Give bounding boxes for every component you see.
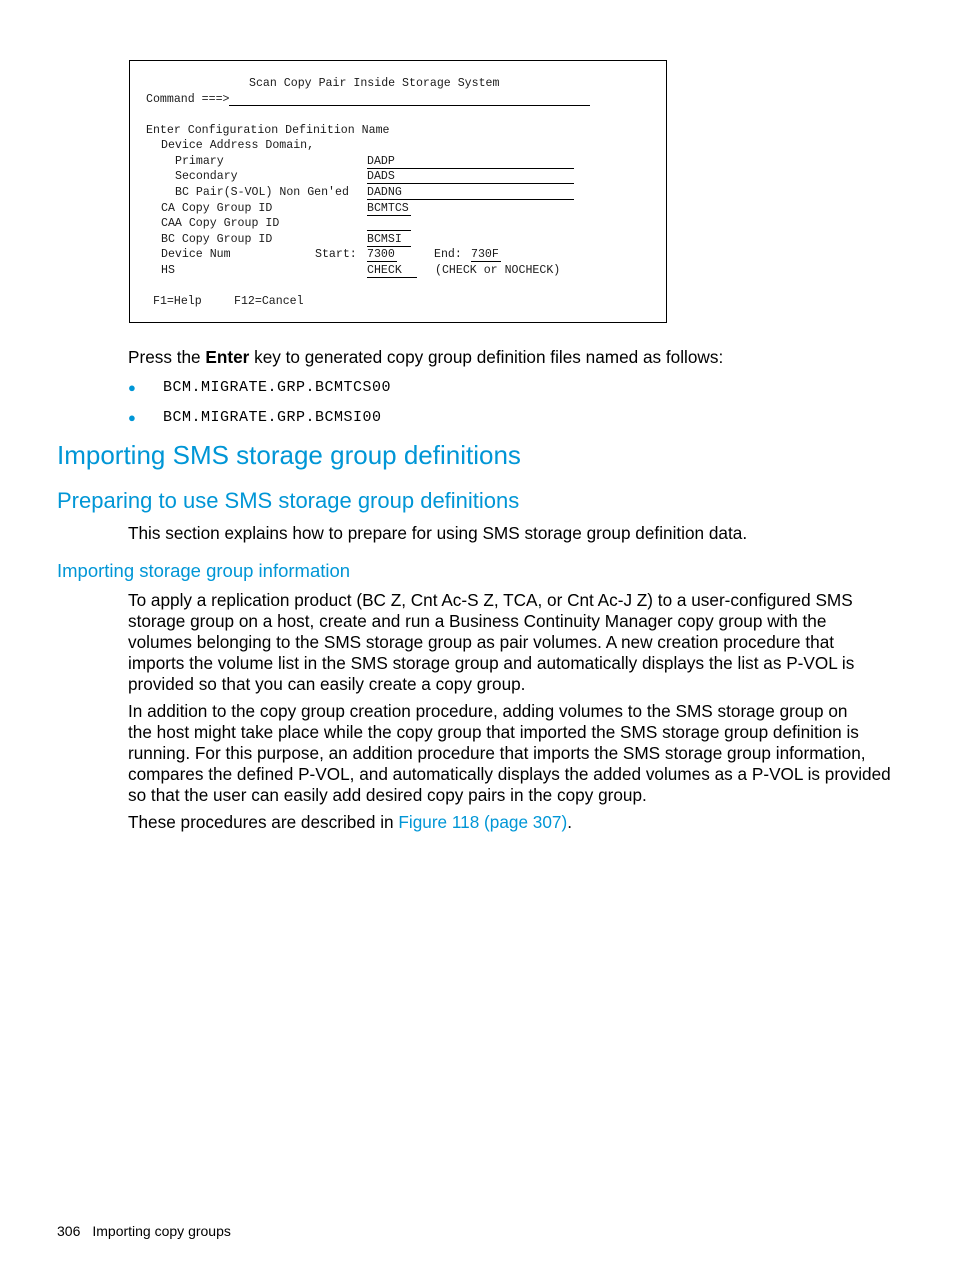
subsection-heading: Preparing to use SMS storage group definitions (57, 488, 520, 513)
section-heading: Importing SMS storage group definitions (57, 440, 521, 470)
ca-group-label: CA Copy Group ID (161, 202, 273, 215)
paragraph-1: To apply a replication product (BC Z, Cnt Ac-S Z, TCA, or Cnt Ac-J Z) to a user-configured SMS storage group on a host, create and run a Business Continuity Manager copy group with the volumes belonging to the SMS storage group as pair volumes. A new creation procedure that imports the volume list in the SMS storage group and automatically displays the list as P-VOL is provided so that you can easily create a copy group. (128, 590, 855, 694)
figure-link[interactable]: Figure 118 (page 307) (398, 812, 568, 832)
bullet-icon: ● (128, 410, 136, 425)
device-domain-label: Device Address Domain, (161, 139, 315, 152)
start-label: Start: (315, 248, 357, 261)
paragraph-2: In addition to the copy group creation procedure, adding volumes to the SMS storage group on the host might take place while the copy group that imported the SMS storage group definition is running. For this purpose, an addition procedure that imports the SMS storage group information, compares the defined P-VOL, and automatically displays the added volumes as a P-VOL is provided so that the user can easily add desired copy pairs in the copy group. (128, 701, 891, 805)
subsubsection-heading: Importing storage group information (57, 560, 351, 581)
secondary-label: Secondary (175, 170, 238, 183)
end-field[interactable]: 730F (471, 248, 501, 262)
f12-cancel-key[interactable]: F12=Cancel (234, 295, 304, 308)
hs-hint: (CHECK or NOCHECK) (435, 264, 561, 277)
primary-label: Primary (175, 155, 224, 168)
command-input-line[interactable] (229, 105, 590, 106)
f1-help-key[interactable]: F1=Help (153, 295, 202, 308)
start-field[interactable]: 7300 (367, 248, 397, 262)
secondary-field[interactable]: DADS (367, 170, 574, 184)
page-footer (57, 1223, 231, 1239)
bc-group-label: BC Copy Group ID (161, 233, 273, 246)
device-num-label: Device Num (161, 248, 231, 261)
hs-field[interactable]: CHECK (367, 264, 417, 278)
screen-title: Scan Copy Pair Inside Storage System (249, 77, 500, 90)
caa-group-field[interactable] (367, 217, 411, 231)
bullet-icon: ● (128, 380, 136, 395)
page-number: 306 (57, 1223, 81, 1239)
bc-group-field[interactable]: BCMSI (367, 233, 411, 247)
bc-pair-label: BC Pair(S-VOL) Non Gen'ed (175, 186, 349, 199)
hs-label: HS (161, 264, 175, 277)
bc-pair-field[interactable]: DADNG (367, 186, 574, 200)
primary-field[interactable]: DADP (367, 155, 574, 169)
screen-capture (129, 60, 667, 323)
file-name: BCM.MIGRATE.GRP.BCMTCS00 (163, 379, 392, 396)
command-label: Command ===> (146, 93, 230, 106)
end-label: End: (434, 248, 462, 261)
section-label: Enter Configuration Definition Name (146, 124, 390, 137)
ca-group-field[interactable]: BCMTCS (367, 202, 411, 216)
enter-key-text: Enter (205, 347, 250, 367)
intro-text: Press the Enter key to generated copy group definition files named as follows: (128, 347, 724, 367)
section-intro-text: This section explains how to prepare for using SMS storage group definition data. (128, 523, 748, 543)
paragraph-3: These procedures are described in Figure 118 (page 307). (128, 812, 572, 832)
caa-group-label: CAA Copy Group ID (161, 217, 280, 230)
file-name: BCM.MIGRATE.GRP.BCMSI00 (163, 409, 382, 426)
footer-title: Importing copy groups (92, 1223, 231, 1239)
